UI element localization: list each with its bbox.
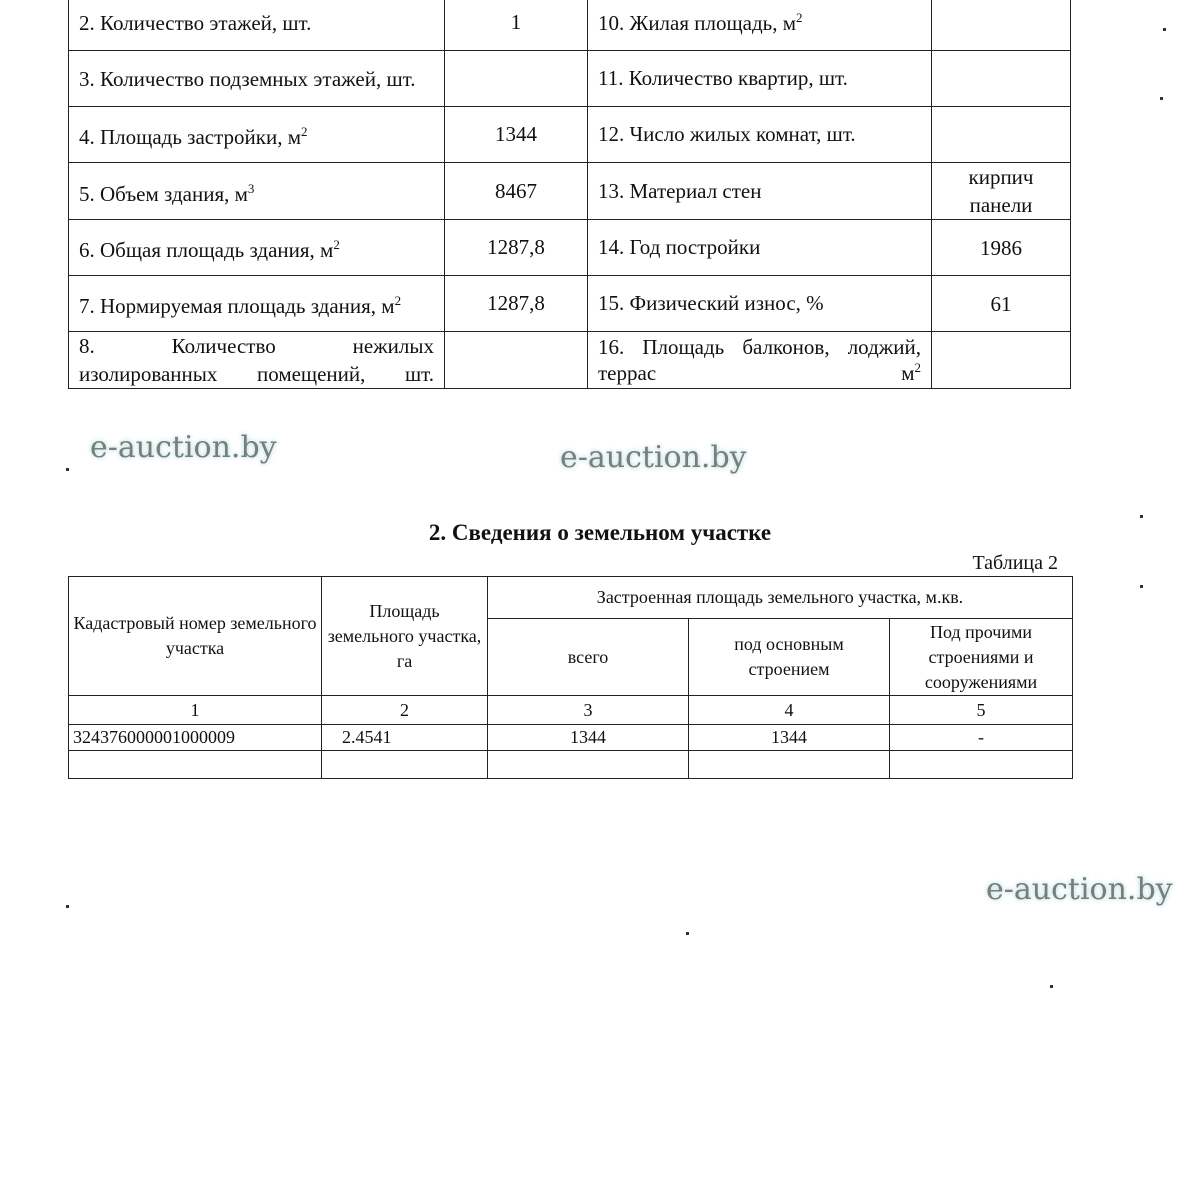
left-label-text: 8. Количество нежилых изолированных помещений, шт. — [79, 334, 434, 386]
left-label-text: 5. Объем здания, м — [79, 181, 248, 206]
left-value — [445, 0, 588, 51]
left-label-text: 4. Площадь застройки, м — [79, 125, 301, 149]
right-label-text: 14. Год постройки — [598, 235, 761, 259]
right-label-text: 16. Площадь балконов, лоджий, террас м — [598, 334, 921, 385]
left-value — [445, 107, 588, 163]
table-row — [69, 163, 1071, 220]
built-total: 1344 — [488, 725, 689, 751]
right-label — [588, 220, 932, 276]
table-row — [69, 51, 1071, 107]
right-label-text: 11. Количество квартир, шт. — [598, 66, 848, 90]
right-label — [588, 332, 932, 389]
watermark: e-auction.by — [90, 430, 277, 465]
right-label-text: 10. Жилая площадь, м — [598, 10, 797, 35]
left-value-text: 8467 — [495, 178, 537, 203]
superscript: 3 — [247, 180, 255, 196]
col-num: 2 — [322, 696, 488, 725]
scan-speck — [1163, 28, 1166, 31]
right-label — [588, 163, 932, 220]
table-row — [69, 751, 1073, 779]
built-main: 1344 — [689, 725, 890, 751]
building-specs-table — [68, 0, 1071, 389]
right-label — [588, 276, 932, 332]
plot-area: 2.4541 — [322, 725, 488, 751]
cell — [890, 751, 1073, 779]
scan-speck — [66, 468, 69, 471]
header-total: всего — [488, 619, 689, 696]
left-label — [69, 276, 445, 332]
right-value — [932, 220, 1071, 276]
left-value — [445, 332, 588, 389]
header-built-area: Застроенная площадь земельного участка, м.кв. — [488, 577, 1073, 619]
table-row — [69, 0, 1071, 51]
left-value — [445, 220, 588, 276]
header-main: под основным строением — [689, 619, 890, 696]
right-value — [932, 51, 1071, 107]
right-value — [932, 163, 1071, 220]
header-other: Под прочими строениями и сооружениями — [890, 619, 1073, 696]
left-value-text: 1344 — [495, 122, 537, 146]
built-other: - — [890, 725, 1073, 751]
superscript: 2 — [301, 124, 308, 139]
cell — [322, 751, 488, 779]
col-num: 5 — [890, 696, 1073, 725]
left-label — [69, 163, 445, 220]
right-label-text: 12. Число жилых комнат, шт. — [598, 122, 856, 146]
right-label-text: 15. Физический износ, % — [598, 291, 824, 315]
left-value — [445, 163, 588, 220]
scan-speck — [686, 932, 689, 935]
cadastral-number: 324376000001000009 — [69, 725, 322, 751]
right-label — [588, 51, 932, 107]
left-label — [69, 51, 445, 107]
watermark: e-auction.by — [560, 440, 747, 475]
section-title: 2. Сведения о земельном участке — [428, 520, 772, 545]
superscript: 2 — [394, 293, 402, 308]
left-value — [445, 51, 588, 107]
right-value-text: кирпич панели — [968, 165, 1034, 217]
right-value-text: 61 — [990, 291, 1012, 316]
cell — [69, 751, 322, 779]
left-label — [69, 107, 445, 163]
right-value — [932, 276, 1071, 332]
left-value-text: 1287,8 — [487, 291, 545, 315]
right-label — [588, 0, 932, 51]
right-value — [932, 0, 1071, 51]
left-label-text: 3. Количество подземных этажей, шт. — [79, 66, 416, 91]
right-value-text: 1986 — [980, 235, 1022, 260]
header-cadastral: Кадастровый номер земельного участка — [69, 577, 322, 696]
watermark: e-auction.by — [986, 872, 1173, 907]
superscript: 2 — [796, 9, 803, 25]
left-value-text: 1287,8 — [487, 235, 545, 259]
header-area: Площадь земельного участка, га — [322, 577, 488, 696]
right-label — [588, 107, 932, 163]
cell — [488, 751, 689, 779]
land-plot-table — [68, 576, 1073, 779]
left-label — [69, 0, 445, 51]
table-row — [69, 220, 1071, 276]
scan-speck — [1160, 97, 1163, 100]
superscript: 2 — [914, 359, 921, 375]
table-row — [69, 725, 1073, 751]
scan-speck — [1140, 515, 1143, 518]
left-label-text: 6. Общая площадь здания, м — [79, 238, 334, 262]
table-row — [69, 276, 1071, 332]
col-num: 3 — [488, 696, 689, 725]
right-value — [932, 107, 1071, 163]
table-row — [69, 107, 1071, 163]
right-label-text: 13. Материал стен — [598, 178, 762, 203]
left-value-text: 1 — [510, 10, 522, 34]
scan-speck — [1140, 585, 1143, 588]
left-label-text: 7. Нормируемая площадь здания, м — [79, 294, 395, 318]
table-label: Таблица 2 — [972, 552, 1058, 574]
col-num: 1 — [69, 696, 322, 725]
table-row — [69, 332, 1071, 389]
left-label — [69, 220, 445, 276]
right-value — [932, 332, 1071, 389]
cell — [689, 751, 890, 779]
col-num: 4 — [689, 696, 890, 725]
scan-speck — [66, 905, 69, 908]
superscript: 2 — [333, 237, 340, 252]
left-label — [69, 332, 445, 389]
left-value — [445, 276, 588, 332]
left-label-text: 2. Количество этажей, шт. — [79, 10, 312, 35]
scan-speck — [1050, 985, 1053, 988]
